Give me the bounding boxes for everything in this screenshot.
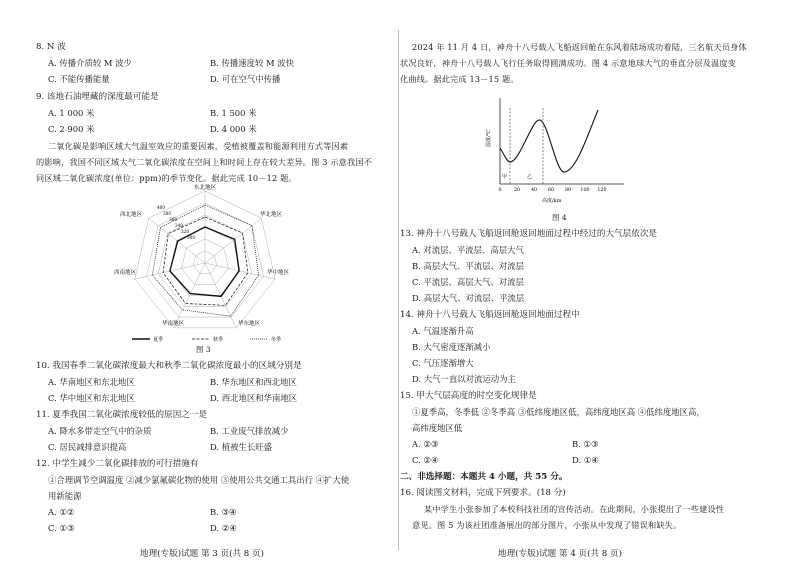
q11-option-d[interactable]: D. 植被生长旺盛 [210,442,272,452]
radar-label-northwest: 西北地区 [120,212,143,218]
radar-label-northeast: 东北地区 [193,185,217,191]
passage-13-line-2: 状况良好，神舟十八号载人飞行任务取得圆满成功。图 4 示意地球大气的垂直分层及温度变 [400,58,737,68]
section-2-heading: 二、非选择题：本题共 4 小题，共 55 分。 [400,472,568,482]
x-tick-120: 120 [597,188,607,193]
radar-label-central: 华中地区 [267,270,290,276]
radar-scale-400: 400 [157,205,165,210]
q10-stem: 10. 我国春季二氧化碳浓度最大和秋季二氧化碳浓度最小的区域分别是 [36,361,302,371]
radar-label-east: 华东地区 [238,321,261,327]
radar-spoke-1 [205,218,261,263]
radar-scale-320: 320 [181,229,189,234]
q14-option-d[interactable]: D. 大气一直以对流运动为主 [412,374,516,384]
x-tick-20: 20 [513,188,521,193]
q12-option-d[interactable]: D. ②④ [210,523,237,533]
figure-4-temperature-curve [480,92,630,206]
q10-option-b[interactable]: B. 华东地区和西北地区 [210,377,297,387]
figure-3-caption: 图 3 [196,345,211,354]
q15-stem: 15. 甲大气层高度的时空变化规律是 [400,391,537,401]
right-page [402,0,800,579]
q9-option-a[interactable]: A. 1 000 米 [48,108,95,118]
x-tick-60: 60 [547,188,555,193]
q10-option-a[interactable]: A. 华南地区和东北地区 [48,377,135,387]
q12-option-b[interactable]: B. ③④ [210,507,237,517]
q13-option-d[interactable]: D. 高层大气、对流层、平流层 [412,293,525,303]
passage-13-line-1: 2024 年 11 月 4 日，神舟十八号载人飞船返回舱在东风着陆场成功着陆，三名航天员身体 [412,42,747,52]
q12-option-a[interactable]: A. ①② [48,507,75,517]
q8-option-d[interactable]: D. 可在空气中传播 [210,74,281,84]
q11-option-a[interactable]: A. 降水多带走空气中的杂质 [48,426,152,436]
legend-winter: 冬季 [271,337,282,343]
q13-option-a[interactable]: A. 对流层、平流层、高层大气 [412,245,524,255]
radar-label-south: 华南地区 [162,321,185,327]
q14-option-a[interactable]: A. 气温逐渐升高 [412,326,474,336]
radar-scale-360: 360 [169,217,177,222]
q13-option-c[interactable]: C. 平流层、高层大气、对流层 [412,277,524,287]
q9-stem: 9. 该地石油埋藏的深度最可能是 [36,92,159,102]
q8-stem: 8. N 波 [36,42,66,52]
radar-label-north: 华北地区 [260,212,283,218]
q15-option-c[interactable]: C. ②④ [412,455,439,465]
q9-option-c[interactable]: C. 2 900 米 [48,124,95,134]
x-tick-100: 100 [580,188,590,193]
temperature-curve [500,110,598,172]
q12-option-c[interactable]: C. ①③ [48,523,75,533]
right-page-footer: 地理(专版)试题 第 4 页(共 8 页) [498,549,622,559]
q15-statements-line-1: ①夏季高，冬季低 ②冬季高 ③低纬度地区低，高纬度地区高 ④低纬度地区高， [412,407,705,417]
x-axis-label: 高度/km [542,198,562,204]
q11-stem: 11. 夏季我国二氧化碳浓度较低的原因之一是 [36,410,208,420]
q15-option-b[interactable]: B. ①③ [572,439,599,449]
figure-3-radar-chart [110,183,300,353]
q10-option-d[interactable]: D. 西北地区和华南地区 [210,393,298,403]
radar-scale-380: 380 [163,211,171,216]
layer-label-yi: 乙 [527,174,533,180]
q12-statements-line-2: 用新能源 [48,491,82,501]
figure-4-caption: 图 4 [552,213,567,222]
column-divider [398,30,399,550]
legend-summer: 夏季 [153,337,164,343]
q8-option-b[interactable]: B. 传播速度较 M 波快 [210,58,295,68]
q12-stem: 12. 中学生减少二氧化碳排放的可行措施有 [36,459,199,469]
left-page [0,0,398,579]
radar-label-southwest: 西南地区 [114,270,137,276]
q11-option-b[interactable]: B. 工业废气排放减少 [210,426,289,436]
radar-grid [135,191,275,328]
q16-passage-line-2: 意见。图 5 为该社团准备展出的部分图片，小张从中发现了错误和缺失。 [412,520,682,530]
q8-option-a[interactable]: A. 传播介质较 M 波少 [48,58,132,68]
radar-scale-340: 340 [175,223,183,228]
passage-13-line-3: 化曲线。据此完成 13－15 题。 [400,74,519,84]
radar-series-autumn [163,217,248,305]
q14-option-c[interactable]: C. 气压逐渐增大 [412,358,474,368]
q14-option-b[interactable]: B. 大气密度逐渐减小 [412,342,491,352]
x-tick-0: 0 [498,188,502,193]
q13-option-b[interactable]: B. 高层大气、平流层、对流层 [412,261,524,271]
passage-10-line-2: 的影响，我国不同区域大气二氧化碳浓度在空间上和时间上存在较大差异。图 3 示意我国不 [36,157,373,167]
y-axis-label: 温度/℃ [486,129,492,147]
legend-autumn: 秋季 [213,337,224,343]
passage-10-line-1: 二氧化碳是影响区域大气温室效应的重要因素，受植被覆盖和能源利用方式等因素 [48,141,349,151]
q14-stem: 14. 神舟十八号载人飞船返回舱返回地面过程中 [400,310,580,320]
q16-stem: 16. 阅读图文材料，完成下列要求。(18 分) [400,488,566,498]
radar-scale-300: 300 [187,235,195,240]
q10-option-c[interactable]: C. 华中地区和东北地区 [48,393,135,403]
x-tick-80: 80 [564,188,572,193]
q15-option-d[interactable]: D. ①④ [572,455,599,465]
q12-statements-line-1: ①合理调节空调温度 ②减少氯氟碳化物的使用 ③使用公共交通工具出行 ④扩大使 [48,475,350,485]
q15-statements-line-2: 高纬度地区低 [412,423,463,433]
q15-option-a[interactable]: A. ②③ [412,439,439,449]
q9-option-b[interactable]: B. 1 500 米 [210,108,257,118]
q8-option-c[interactable]: C. 不能传播能量 [48,74,110,84]
radar-spoke-2 [205,263,275,279]
q9-option-d[interactable]: D. 4 000 米 [210,124,257,134]
q11-option-c[interactable]: C. 居民减排意识提高 [48,442,127,452]
left-page-footer: 地理(专版)试题 第 3 页(共 8 页) [140,549,264,559]
radar-series-summer [170,227,239,296]
passage-10-line-3: 同区域二氧化碳浓度(单位：ppm)的季节变化。据此完成 10－12 题。 [36,173,297,183]
x-tick-40: 40 [530,188,538,193]
q16-passage-line-1: 某中学生小张参加了本校科技社团的宣传活动。在此期间，小张提出了一些建设性 [424,504,725,514]
q13-stem: 13. 神舟十八号载人飞船返回舱返回地面过程中经过的大气层依次是 [400,229,658,239]
layer-label-jia: 甲 [502,174,508,180]
